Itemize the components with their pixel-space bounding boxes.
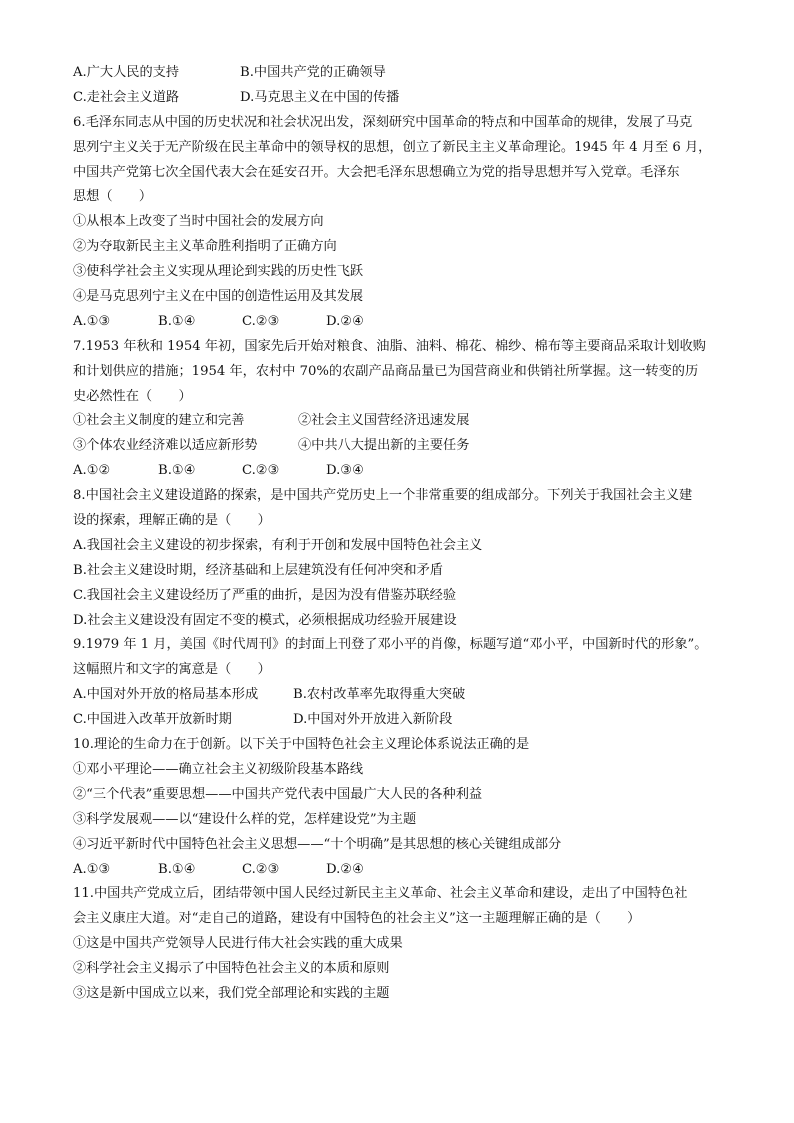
q8-option-b: B.社会主义建设时期，经济基础和上层建筑没有任何冲突和矛盾 [73, 562, 443, 578]
q8-option-c: C.我国社会主义建设经历了严重的曲折，是因为没有借鉴苏联经验 [73, 587, 457, 603]
q6-options-row [73, 310, 733, 335]
q11-item: ③这是新中国成立以来，我们党全部理论和实践的主题 [73, 985, 390, 1001]
q7-option-c: C.②③ [242, 463, 280, 479]
q6-stem-line: 思列宁主义关于无产阶级在民主革命中的领导权的思想，创立了新民主主义革命理论。1945 年 4 月至 6 月， [73, 139, 712, 155]
q7-options-row [73, 459, 733, 484]
q9-option-a: A.中国对外开放的格局基本形成 [73, 687, 259, 703]
q5-option-d: D.马克思主义在中国的传播 [240, 89, 400, 105]
q10-item: ④习近平新时代中国特色社会主义思想——“十个明确”是其思想的核心关键组成部分 [73, 836, 562, 852]
q7-stem-line: 7.1953 年秋和 1954 年初，国家先后开始对粮食、油脂、油料、棉花、棉纱、棉布等主要商品采取计划收购 [73, 338, 706, 354]
q10-options-row [73, 858, 733, 883]
q7-stem-line: 和计划供应的措施；1954 年，农村中 70%的农副产品商品量已为国营商业和供销社所掌握。这一转变的历 [73, 363, 699, 379]
exam-page [73, 61, 733, 1007]
q9-option-c: C.中国进入改革开放新时期 [73, 712, 232, 728]
q10-stem-line: 10.理论的生命力在于创新。以下关于中国特色社会主义理论体系说法正确的是 [73, 737, 530, 753]
q11-stem-line: 会主义康庄大道。对“走自己的道路，建设有中国特色的社会主义”这一主题理解正确的是（ ） [73, 911, 641, 927]
q5-option-a: A.广大人民的支持 [73, 65, 180, 80]
q10-item: ①邓小平理论——确立社会主义初级阶段基本路线 [73, 761, 364, 777]
q6-stem-line: 6.毛泽东同志从中国的历史状况和社会状况出发，深刻研究中国革命的特点和中国革命的规律，发展了马克 [73, 114, 693, 130]
q9-options-row-1 [73, 683, 733, 708]
q7-stem-line: 史必然性在（ ） [73, 388, 192, 404]
q6-item: ④是马克思列宁主义在中国的创造性运用及其发展 [73, 289, 364, 305]
q7-item-4: ④中共八大提出新的主要任务 [298, 438, 470, 454]
q7-items-row-2 [73, 434, 733, 459]
q9-stem-line: 9.1979 年 1 月，美国《时代周刊》的封面上刊登了邓小平的肖像，标题写道“邓小平，中国新时代的形象”。 [73, 637, 708, 653]
q5-options-row-2 [73, 86, 733, 111]
q7-items-row-1 [73, 409, 733, 434]
q5-option-b: B.中国共产党的正确领导 [240, 65, 386, 80]
q10-option-d: D.②④ [326, 861, 364, 877]
q6-stem-line: 思想（ ） [73, 189, 153, 205]
q7-option-b: B.①④ [158, 463, 196, 479]
q7-option-d: D.③④ [326, 463, 364, 479]
q7-item-1: ①社会主义制度的建立和完善 [73, 413, 245, 429]
q7-item-3: ③个体农业经济难以适应新形势 [73, 438, 258, 454]
q8-option-d: D.社会主义建设没有固定不变的模式，必须根据成功经验开展建设 [73, 612, 457, 628]
q6-item: ①从根本上改变了当时中国社会的发展方向 [73, 214, 324, 230]
q11-item: ②科学社会主义揭示了中国特色社会主义的本质和原则 [73, 961, 390, 977]
q10-option-a: A.①③ [73, 861, 111, 877]
q9-option-d: D.中国对外开放进入新阶段 [293, 712, 453, 728]
q6-option-a: A.①③ [73, 313, 111, 329]
q8-stem-line: 设的探索，理解正确的是（ ） [73, 513, 271, 529]
q9-stem-line: 这幅照片和文字的寓意是（ ） [73, 662, 271, 678]
q11-stem-line: 11.中国共产党成立后，团结带领中国人民经过新民主主义革命、社会主义革命和建设，走出了中国特色社 [73, 886, 688, 902]
q5-options-row-1 [73, 61, 733, 86]
q9-options-row-2 [73, 708, 733, 733]
q6-option-c: C.②③ [242, 313, 280, 329]
q8-option-a: A.我国社会主义建设的初步探索，有利于开创和发展中国特色社会主义 [73, 537, 483, 553]
q6-stem-line: 中国共产党第七次全国代表大会在延安召开。大会把毛泽东思想确立为党的指导思想并写入党章。毛泽东 [73, 164, 680, 180]
q6-item: ③使科学社会主义实现从理论到实践的历史性飞跃 [73, 264, 364, 280]
q6-option-b: B.①④ [158, 313, 196, 329]
q10-option-c: C.②③ [242, 861, 280, 877]
q6-item: ②为夺取新民主主义革命胜利指明了正确方向 [73, 239, 337, 255]
q7-option-a: A.①② [73, 463, 111, 479]
q10-option-b: B.①④ [158, 861, 196, 877]
q9-option-b: B.农村改革率先取得重大突破 [293, 687, 466, 703]
q11-item: ①这是中国共产党领导人民进行伟大社会实践的重大成果 [73, 936, 403, 952]
q10-item: ③科学发展观——以“建设什么样的党，怎样建设党”为主题 [73, 811, 417, 827]
q7-item-2: ②社会主义国营经济迅速发展 [298, 413, 470, 429]
q10-item: ②“三个代表”重要思想——中国共产党代表中国最广大人民的各种利益 [73, 786, 483, 802]
q6-option-d: D.②④ [326, 313, 364, 329]
q5-option-c: C.走社会主义道路 [73, 89, 180, 105]
q8-stem-line: 8.中国社会主义建设道路的探索，是中国共产党历史上一个非常重要的组成部分。下列关于我国社会主义建 [73, 488, 693, 504]
